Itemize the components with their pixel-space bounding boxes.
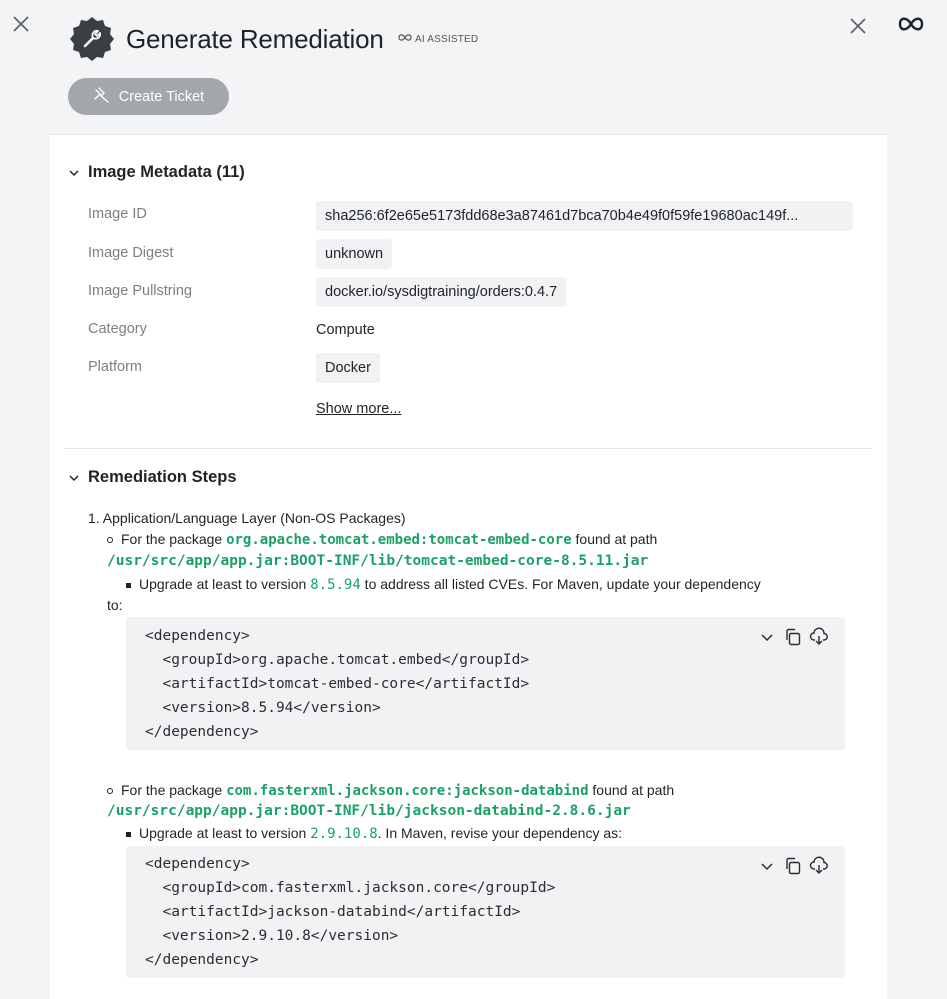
create-ticket-button[interactable] [68, 78, 229, 115]
code-line: <groupId>org.apache.tomcat.embed</groupId> [145, 652, 530, 668]
chevron-down-icon[interactable] [757, 627, 777, 647]
wrench-gear-icon [68, 15, 116, 63]
package-intro-line [107, 782, 674, 799]
intro-suffix: found at path [588, 782, 675, 798]
image-metadata-heading: Image Metadata (11) [88, 163, 245, 181]
intro-suffix: found at path [571, 531, 658, 547]
meta-value-image-digest: unknown [316, 239, 392, 269]
close-panel-button[interactable] [847, 15, 869, 37]
close-icon[interactable] [10, 13, 32, 35]
section-divider [64, 448, 872, 449]
upgrade-prefix: Upgrade at least to version [139, 825, 311, 841]
meta-label-category: Category [88, 321, 147, 337]
code-line: </dependency> [145, 724, 259, 740]
remediation-steps-toggle[interactable] [68, 468, 237, 487]
copy-icon[interactable] [783, 856, 803, 876]
create-ticket-label: Create Ticket [118, 88, 205, 105]
bullet-marker [126, 832, 131, 837]
intro-prefix: For the package [121, 782, 227, 798]
upgrade-suffix: to address all listed CVEs. For Maven, update your dependency [360, 576, 761, 592]
code-toolbar [757, 627, 829, 647]
upgrade-prefix: Upgrade at least to version [139, 576, 311, 592]
target-version: 8.5.94 [310, 577, 361, 593]
meta-label-image-id: Image ID [88, 206, 147, 222]
code-line: <version>8.5.94</version> [145, 700, 381, 716]
meta-value-image-pullstring: docker.io/sysdigtraining/orders:0.4.7 [316, 277, 566, 307]
intro-prefix: For the package [121, 531, 227, 547]
infinity-icon[interactable] [897, 14, 925, 34]
right-strip [887, 0, 947, 999]
remediation-steps-heading: Remediation Steps [88, 468, 237, 486]
remediation-panel [50, 0, 887, 999]
code-line: </dependency> [145, 952, 259, 968]
code-line: <artifactId>tomcat-embed-core</artifactId> [145, 676, 530, 692]
meta-label-image-digest: Image Digest [88, 245, 174, 261]
chevron-down-icon [68, 163, 80, 182]
upgrade-suffix: . In Maven, revise your dependency as: [377, 825, 623, 841]
bullet-marker [126, 583, 131, 588]
code-line: <groupId>com.fasterxml.jackson.core</groupId> [145, 880, 556, 896]
code-line: <version>2.9.10.8</version> [145, 928, 399, 944]
code-line: <artifactId>jackson-databind</artifactId> [145, 904, 521, 920]
upgrade-line [126, 825, 622, 842]
code-block[interactable] [126, 846, 845, 978]
meta-value-category: Compute [316, 322, 375, 338]
ai-assisted-badge [398, 33, 478, 45]
left-strip [0, 0, 50, 999]
chevron-down-icon[interactable] [757, 856, 777, 876]
bullet-marker [107, 537, 113, 543]
meta-value-image-id: sha256:6f2e65e5173fdd68e3a87461d7bca70b4e49f0f59fe19680ac149f... [316, 201, 853, 231]
meta-label-platform: Platform [88, 359, 142, 375]
meta-value-platform: Docker [316, 353, 380, 383]
infinity-icon [398, 33, 412, 45]
meta-label-image-pullstring: Image Pullstring [88, 283, 192, 299]
code-toolbar [757, 856, 829, 876]
package-path: /usr/src/app/app.jar:BOOT-INF/lib/jackson-databind-2.8.6.jar [107, 803, 631, 819]
upgrade-line [126, 576, 761, 593]
page-title: Generate Remediation [126, 24, 384, 54]
step-title: 1. Application/Language Layer (Non-OS Packages) [88, 510, 406, 526]
ai-assisted-label: AI ASSISTED [415, 33, 479, 45]
show-more-link[interactable]: Show more... [316, 401, 402, 417]
upgrade-wrap: to: [107, 597, 123, 613]
chevron-down-icon [68, 468, 80, 487]
image-metadata-toggle[interactable] [68, 163, 245, 182]
package-path: /usr/src/app/app.jar:BOOT-INF/lib/tomcat-embed-core-8.5.11.jar [107, 553, 649, 569]
code-block[interactable] [126, 617, 845, 750]
panel-header [50, 0, 887, 135]
package-name: org.apache.tomcat.embed:tomcat-embed-core [226, 532, 572, 548]
target-version: 2.9.10.8 [310, 826, 378, 842]
download-icon[interactable] [809, 627, 829, 647]
package-intro-line [107, 531, 657, 548]
package-name: com.fasterxml.jackson.core:jackson-databind [226, 783, 589, 799]
code-line: <dependency> [145, 628, 250, 644]
ticket-icon [93, 87, 111, 107]
code-line: <dependency> [145, 856, 250, 872]
copy-icon[interactable] [783, 627, 803, 647]
bullet-marker [107, 788, 113, 794]
download-icon[interactable] [809, 856, 829, 876]
